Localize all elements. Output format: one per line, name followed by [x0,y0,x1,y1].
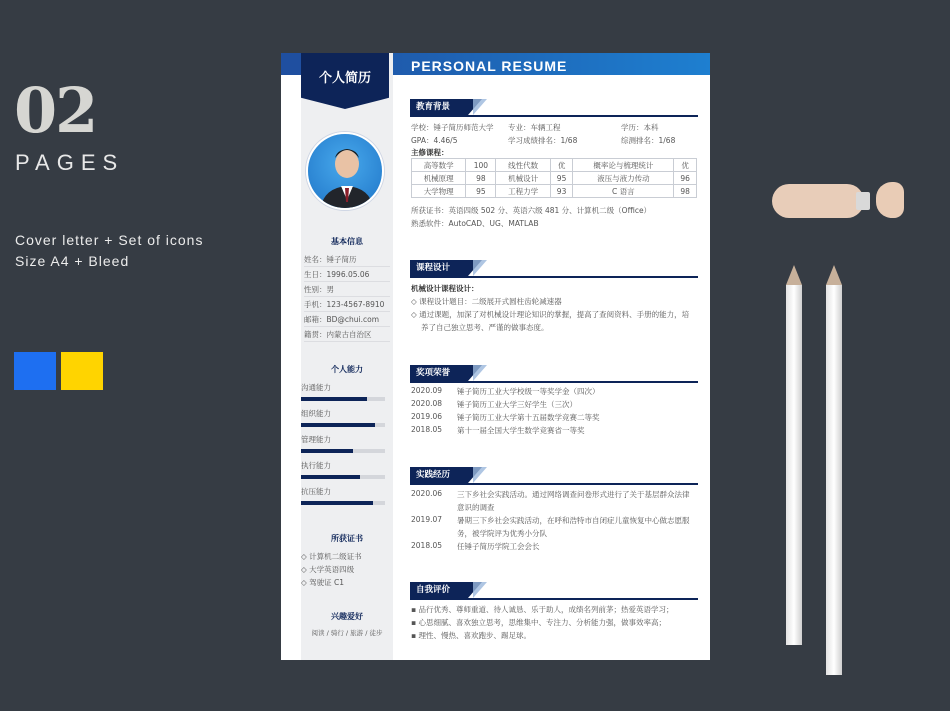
skill-label: 抗压能力 [301,487,331,496]
practice-date: 2019.07 [411,515,443,524]
education-title: 教育背景 [410,99,468,115]
courses-label: 主修课程： [411,148,449,157]
table-row: 大学物理 95 工程力学 93 C 语言 98 [412,185,697,198]
self-header [410,580,698,600]
cert-item: ◇ 驾驶证 C1 [301,578,345,587]
info-email: 邮箱：BD@chui.com [304,312,390,327]
diamond-icon: ◇ [411,297,420,306]
list-item: ◇ 通过课题，加深了对机械设计理论知识的掌握，提高了查阅资料、手册的能力，培 [411,310,690,319]
skill-bar [301,475,385,479]
list-item: ▪ 心思细腻、喜欢独立思考，思维集中、专注力、分析能力强，做事效率高； [411,618,666,627]
square-bullet-icon: ▪ [411,631,419,640]
awards-header [410,363,698,383]
pages-label: PAGES [15,150,125,175]
diamond-icon: ◇ [301,552,310,561]
practice-date: 2018.05 [411,541,443,550]
skill-fill [301,397,367,401]
pencil-tip [786,265,802,285]
education-header [410,97,698,117]
skill-fill [301,475,360,479]
edu-school: 学校：锤子简历师范大学 [411,123,494,132]
basic-info-heading: 基本信息 [331,237,363,246]
diamond-icon: ◇ [411,310,420,319]
list-item: ▪ 理性、慢热、喜欢跑步、踢足球。 [411,631,531,640]
edu-certs-line: 所获证书：英语四级 502 分、英语六级 481 分、计算机二级（Office） [411,206,652,215]
award-text: 锤子简历工业大学校级一等奖学金（四次） [457,387,600,396]
edu-degree: 学历：本科 [621,123,659,132]
practice-text: 务，被学院评为优秀小分队 [457,529,547,538]
resume-page [281,53,710,660]
table-row: 机械原理 98 机械设计 95 液压与液力传动 96 [412,172,697,185]
award-text: 第十一届全国大学生数学竞赛省一等奖 [457,426,585,435]
award-date: 2019.06 [411,412,443,421]
awards-title: 奖项荣誉 [410,365,468,381]
info-birthday: 生日：1996.05.06 [304,267,390,282]
list-item: ◇ 课程设计题目：二级展开式圆柱齿轮减速器 [411,297,562,306]
pencil-tip [826,265,842,285]
skill-label: 组织能力 [301,409,331,418]
award-date: 2020.09 [411,386,443,395]
square-bullet-icon: ▪ [411,605,419,614]
info-name: 姓名：锤子简历 [304,252,390,267]
skill-bar [301,423,385,427]
hobby-heading: 兴趣爱好 [331,612,363,621]
skill-label: 管理能力 [301,435,331,444]
skill-label: 执行能力 [301,461,331,470]
skill-bar [301,501,385,505]
practice-text: 任锤子简历学院工会会长 [457,542,540,551]
edu-score-rank: 学习成绩排名：1/68 [508,136,578,145]
practice-title: 实践经历 [410,467,468,483]
edu-software-line: 熟悉软件：AutoCAD、UG、MATLAB [411,219,539,228]
info-gender: 性别：男 [304,282,390,297]
cert-item: ◇ 计算机二级证书 [301,552,362,561]
english-title: PERSONAL RESUME [411,58,568,74]
info-hometown: 籍贯：内蒙古自治区 [304,327,390,342]
promo-line-1: Cover letter + Set of icons [15,232,204,248]
diamond-icon: ◇ [301,565,310,574]
skill-bar [301,449,385,453]
square-bullet-icon: ▪ [411,618,419,627]
design-subtitle: 机械设计课程设计： [411,284,479,293]
skill-bar [301,397,385,401]
usb-connector [856,192,870,210]
edu-gpa: GPA：4.46/5 [411,136,458,145]
skill-fill [301,449,353,453]
certs-heading: 所获证书 [331,534,363,543]
edu-overall-rank: 综测排名：1/68 [621,136,676,145]
blue-swatch [14,352,56,390]
edu-major: 专业：车辆工程 [508,123,561,132]
chinese-title: 个人简历 [318,71,371,86]
practice-text: 意识的调查 [457,503,495,512]
skills-heading: 个人能力 [331,365,363,374]
usb-cap [876,182,904,218]
award-date: 2020.08 [411,399,443,408]
practice-date: 2020.06 [411,489,443,498]
info-phone: 手机：123-4567-8910 [304,297,390,312]
skill-fill [301,501,373,505]
practice-text: 三下乡社会实践活动。通过网络调查问卷形式进行了关于基层群众法律 [457,490,690,499]
pencil [786,285,802,645]
hobby-list: 阅读 / 骑行 / 旅游 / 徒步 [311,629,383,637]
profile-photo [306,132,384,210]
self-title: 自我评价 [410,582,468,598]
pages-count: 02 [14,74,97,147]
courses-table [411,158,697,198]
skill-fill [301,423,375,427]
design-title: 课程设计 [410,260,468,276]
table-row: 高等数学 100 线性代数 优 概率论与梳理统计 优 [412,159,697,172]
award-text: 锤子简历工业大学第十五届数学竞赛二等奖 [457,413,600,422]
usb-drive [772,184,864,218]
cert-item: ◇ 大学英语四级 [301,565,355,574]
diamond-icon: ◇ [301,578,310,587]
promo-line-2: Size A4 + Bleed [15,253,130,269]
list-item: ▪ 品行优秀、尊师重道、待人诚恳、乐于助人，成绩名列前茅；热爱英语学习； [411,605,674,614]
list-item-cont: 养了自己独立思考、严谨的做事态度。 [421,323,549,332]
award-text: 锤子简历工业大学三好学生（三次） [457,400,577,409]
skill-label: 沟通能力 [301,383,331,392]
design-header [410,258,698,278]
pencil [826,285,842,675]
yellow-swatch [61,352,103,390]
practice-text: 暑期三下乡社会实践活动，在呼和浩特市自闭症儿童恢复中心做志愿服 [457,516,690,525]
award-date: 2018.05 [411,425,443,434]
practice-header [410,465,698,485]
